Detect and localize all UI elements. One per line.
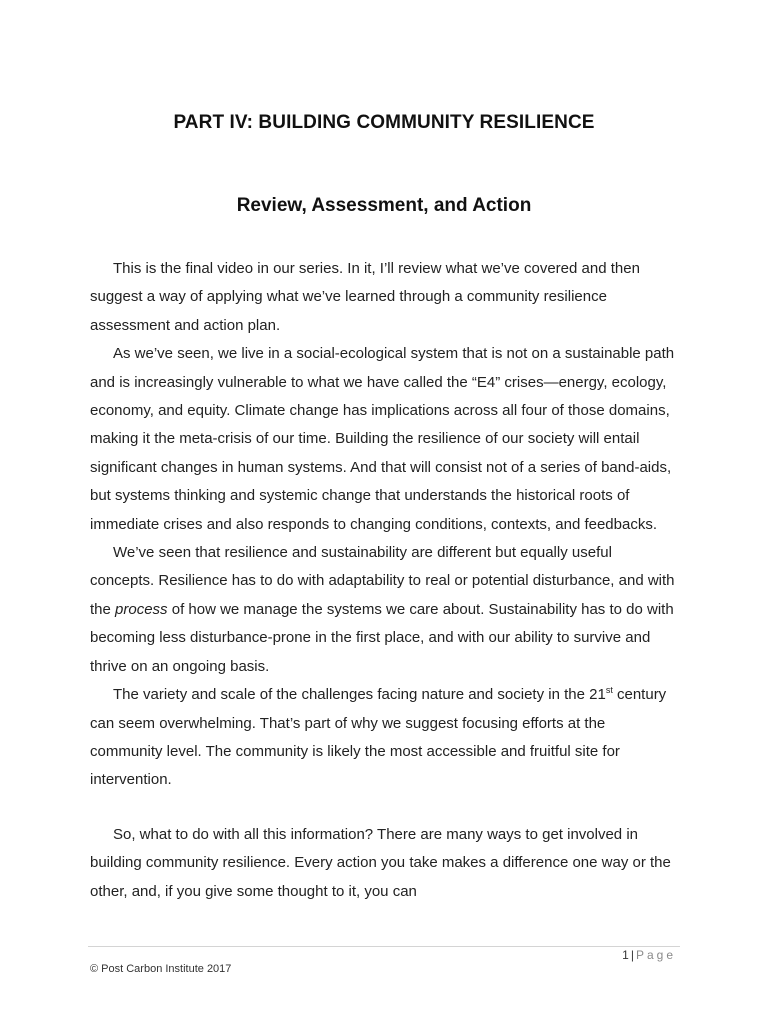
paragraph-3-text-end: of how we manage the systems we care about. Sustainability has to do with becoming less disturbance-prone in the first place, and with our ability to survive and thrive on an ongoing basis.	[90, 600, 674, 675]
emphasis-process: process	[115, 600, 168, 618]
paragraph-4-text-end: century can seem overwhelming. That’s part of why we suggest focusing efforts at the community level. The community is likely the most accessible and fruitful site for intervention.	[90, 686, 667, 789]
page-number-separator: |	[630, 948, 634, 962]
copyright-notice: © Post Carbon Institute 2017	[90, 963, 232, 975]
paragraph-3-text-start: We’ve seen that resilience and sustainability are different but equally useful concepts. Resilience has to do with adaptability to real or potential disturbance, and with the	[90, 544, 675, 618]
section-title: Review, Assessment, and Action	[236, 195, 532, 216]
page-number	[622, 948, 676, 962]
page-label: Page	[635, 948, 676, 962]
page-number-value: 1	[622, 948, 629, 962]
footer-divider	[88, 946, 680, 947]
ordinal-superscript: st	[605, 685, 613, 696]
body-text	[90, 255, 680, 906]
paragraph-4	[90, 681, 680, 795]
paragraph-5: So, what to do with all this information? There are many ways to get involved in building community resilience. Every action you take makes a difference one way or the other, and, if you give some thought to it, you can	[90, 825, 671, 900]
part-title: PART IV: BUILDING COMMUNITY RESILIENCE	[173, 112, 595, 133]
paragraph-3	[90, 539, 680, 681]
paragraph-1: This is the final video in our series. In it, I’ll review what we’ve covered and then suggest a way of applying what we’ve learned through a community resilience assessment and action plan.	[90, 260, 640, 334]
paragraph-4-text-start: The variety and scale of the challenges facing nature and society in the 21	[113, 686, 606, 704]
paragraph-2: As we’ve seen, we live in a social-ecological system that is not on a sustainable path and is increasingly vulnerable to what we have called the “E4” crises—energy, ecology, economy, and equity. Climate change has implications across all four of those domains, making it the meta-crisis of our time. Building the resilience of our society will entail significant changes in human systems. And that will consist not of a series of band-aids, but systems thinking and systemic change that understands the historical roots of immediate crises and also responds to changing conditions, contexts, and feedbacks.	[90, 345, 675, 533]
